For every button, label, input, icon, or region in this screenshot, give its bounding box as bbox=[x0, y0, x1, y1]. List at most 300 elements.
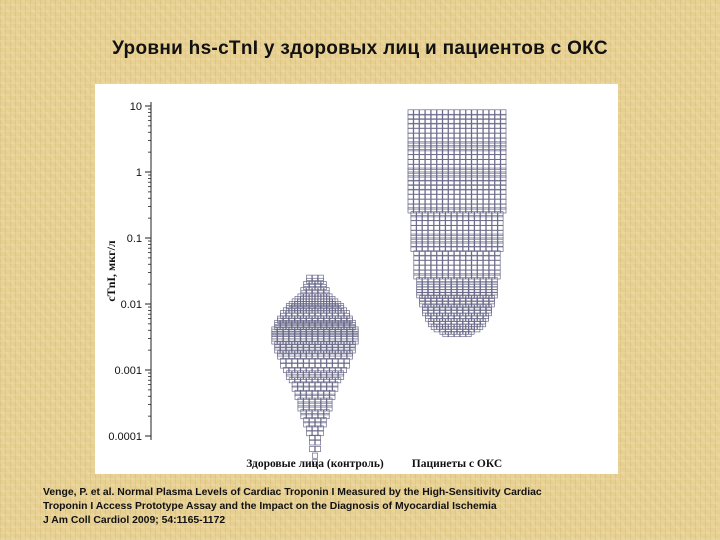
data-point bbox=[457, 220, 462, 225]
data-point bbox=[472, 154, 477, 159]
data-point bbox=[457, 216, 462, 221]
data-point bbox=[420, 168, 425, 173]
data-point bbox=[327, 345, 332, 350]
data-point bbox=[454, 194, 459, 199]
data-point bbox=[425, 154, 430, 159]
data-point bbox=[414, 270, 419, 275]
data-point bbox=[420, 260, 425, 265]
data-point bbox=[443, 150, 448, 155]
data-point bbox=[327, 402, 332, 407]
data-point bbox=[466, 142, 471, 147]
data-point bbox=[495, 150, 500, 155]
data-point bbox=[460, 150, 465, 155]
data-point bbox=[460, 204, 465, 209]
data-point bbox=[446, 238, 451, 243]
data-point bbox=[298, 402, 303, 407]
data-point bbox=[431, 194, 436, 199]
data-point bbox=[501, 138, 506, 143]
data-point bbox=[414, 159, 419, 164]
data-point bbox=[466, 154, 471, 159]
data-point bbox=[452, 220, 457, 225]
data-point bbox=[454, 168, 459, 173]
data-point bbox=[478, 299, 483, 304]
data-point bbox=[483, 299, 488, 304]
data-point bbox=[466, 168, 471, 173]
data-point bbox=[472, 299, 477, 304]
data-point bbox=[483, 142, 488, 147]
data-point bbox=[478, 133, 483, 138]
data-point bbox=[414, 168, 419, 173]
data-point bbox=[420, 128, 425, 133]
data-point bbox=[498, 238, 503, 243]
data-point bbox=[449, 270, 454, 275]
data-point bbox=[481, 234, 486, 239]
data-point bbox=[414, 138, 419, 143]
data-point bbox=[478, 194, 483, 199]
data-point bbox=[443, 154, 448, 159]
data-point bbox=[495, 194, 500, 199]
data-point bbox=[475, 230, 480, 235]
data-point bbox=[454, 133, 459, 138]
data-point bbox=[420, 270, 425, 275]
data-point bbox=[466, 138, 471, 143]
data-point bbox=[489, 159, 494, 164]
data-point bbox=[454, 146, 459, 151]
data-point bbox=[463, 225, 468, 230]
data-point bbox=[423, 225, 428, 230]
data-point bbox=[414, 142, 419, 147]
data-point bbox=[452, 230, 457, 235]
data-point bbox=[483, 270, 488, 275]
data-point bbox=[434, 220, 439, 225]
data-point bbox=[478, 146, 483, 151]
data-point bbox=[408, 168, 413, 173]
data-point bbox=[466, 164, 471, 169]
data-point bbox=[472, 168, 477, 173]
data-point bbox=[414, 154, 419, 159]
data-point bbox=[449, 199, 454, 204]
data-point bbox=[489, 133, 494, 138]
data-point bbox=[495, 172, 500, 177]
data-point bbox=[481, 225, 486, 230]
series-group bbox=[408, 110, 506, 337]
data-point bbox=[431, 138, 436, 143]
data-point bbox=[498, 234, 503, 239]
data-point bbox=[428, 234, 433, 239]
data-point bbox=[478, 164, 483, 169]
data-point bbox=[489, 172, 494, 177]
data-point bbox=[460, 164, 465, 169]
data-point bbox=[483, 159, 488, 164]
data-point bbox=[411, 230, 416, 235]
data-point bbox=[501, 159, 506, 164]
data-point bbox=[431, 270, 436, 275]
data-point bbox=[417, 220, 422, 225]
data-point bbox=[454, 128, 459, 133]
data-point bbox=[440, 230, 445, 235]
data-point bbox=[437, 138, 442, 143]
data-point bbox=[315, 345, 320, 350]
slide-title: Уровни hs-cTnI у здоровых лиц и пациентов с ОКС bbox=[112, 38, 608, 59]
data-point bbox=[469, 234, 474, 239]
data-point bbox=[454, 299, 459, 304]
data-point bbox=[304, 345, 309, 350]
data-point bbox=[460, 299, 465, 304]
data-point bbox=[489, 150, 494, 155]
data-point bbox=[420, 172, 425, 177]
data-point bbox=[431, 154, 436, 159]
y-tick-label: 1 bbox=[135, 167, 142, 179]
data-point bbox=[408, 199, 413, 204]
data-point bbox=[414, 199, 419, 204]
data-point bbox=[475, 216, 480, 221]
data-point bbox=[431, 199, 436, 204]
data-point bbox=[472, 265, 477, 270]
data-point bbox=[431, 146, 436, 151]
data-point bbox=[460, 194, 465, 199]
data-point bbox=[310, 446, 315, 451]
data-point bbox=[454, 199, 459, 204]
data-point bbox=[437, 265, 442, 270]
data-point bbox=[425, 199, 430, 204]
data-point bbox=[431, 204, 436, 209]
data-point bbox=[501, 172, 506, 177]
data-point bbox=[443, 146, 448, 151]
data-point bbox=[454, 204, 459, 209]
data-point bbox=[466, 128, 471, 133]
data-point bbox=[420, 194, 425, 199]
data-point bbox=[446, 216, 451, 221]
data-point bbox=[437, 270, 442, 275]
data-point bbox=[408, 159, 413, 164]
data-point bbox=[466, 146, 471, 151]
data-point bbox=[495, 270, 500, 275]
data-point bbox=[417, 238, 422, 243]
data-point bbox=[478, 260, 483, 265]
data-point bbox=[478, 138, 483, 143]
data-point bbox=[472, 142, 477, 147]
data-point bbox=[452, 238, 457, 243]
data-point bbox=[411, 238, 416, 243]
data-point bbox=[431, 150, 436, 155]
data-point bbox=[443, 164, 448, 169]
data-point bbox=[443, 260, 448, 265]
data-point bbox=[408, 142, 413, 147]
data-point bbox=[466, 194, 471, 199]
data-point bbox=[501, 133, 506, 138]
data-point bbox=[483, 133, 488, 138]
data-point bbox=[460, 146, 465, 151]
data-point bbox=[437, 150, 442, 155]
data-point bbox=[463, 238, 468, 243]
data-point bbox=[498, 216, 503, 221]
data-point bbox=[440, 225, 445, 230]
data-point bbox=[449, 164, 454, 169]
data-point bbox=[472, 133, 477, 138]
data-point bbox=[469, 230, 474, 235]
data-point bbox=[420, 265, 425, 270]
data-point bbox=[449, 299, 454, 304]
data-point bbox=[469, 220, 474, 225]
data-point bbox=[466, 260, 471, 265]
data-point bbox=[420, 142, 425, 147]
data-point bbox=[423, 234, 428, 239]
data-point bbox=[463, 234, 468, 239]
data-point bbox=[466, 204, 471, 209]
data-point bbox=[425, 146, 430, 151]
data-point bbox=[478, 199, 483, 204]
data-point bbox=[425, 168, 430, 173]
data-point bbox=[478, 128, 483, 133]
data-point bbox=[408, 146, 413, 151]
data-point bbox=[318, 275, 323, 280]
data-point bbox=[414, 204, 419, 209]
data-point bbox=[417, 225, 422, 230]
data-point bbox=[472, 260, 477, 265]
data-point bbox=[431, 164, 436, 169]
data-point bbox=[449, 194, 454, 199]
data-point bbox=[425, 138, 430, 143]
data-point bbox=[492, 230, 497, 235]
dot-plot-chart bbox=[95, 84, 618, 474]
data-point bbox=[463, 220, 468, 225]
data-point bbox=[449, 172, 454, 177]
data-point bbox=[486, 230, 491, 235]
data-point bbox=[495, 142, 500, 147]
data-point bbox=[425, 299, 430, 304]
data-point bbox=[333, 345, 338, 350]
data-point bbox=[492, 238, 497, 243]
data-point bbox=[501, 199, 506, 204]
data-point bbox=[425, 128, 430, 133]
data-point bbox=[449, 265, 454, 270]
data-point bbox=[489, 299, 494, 304]
data-point bbox=[498, 225, 503, 230]
data-point bbox=[460, 128, 465, 133]
data-point bbox=[449, 154, 454, 159]
data-point bbox=[492, 234, 497, 239]
data-point bbox=[437, 168, 442, 173]
data-point bbox=[423, 230, 428, 235]
data-point bbox=[408, 128, 413, 133]
data-point bbox=[492, 220, 497, 225]
data-point bbox=[443, 270, 448, 275]
data-point bbox=[414, 150, 419, 155]
data-point bbox=[449, 159, 454, 164]
data-point bbox=[457, 238, 462, 243]
data-point bbox=[420, 199, 425, 204]
data-point bbox=[408, 138, 413, 143]
data-point bbox=[460, 199, 465, 204]
data-point bbox=[454, 159, 459, 164]
data-point bbox=[454, 164, 459, 169]
data-point bbox=[307, 275, 312, 280]
data-point bbox=[321, 345, 326, 350]
data-point bbox=[321, 402, 326, 407]
data-point bbox=[310, 345, 315, 350]
data-point bbox=[428, 225, 433, 230]
data-point bbox=[443, 142, 448, 147]
data-point bbox=[472, 138, 477, 143]
data-point bbox=[428, 216, 433, 221]
data-point bbox=[489, 128, 494, 133]
data-point bbox=[475, 234, 480, 239]
citation-line: Troponin I Access Prototype Assay and the Impact on the Diagnosis of Myocardial Ischemia bbox=[43, 501, 497, 512]
data-point bbox=[423, 238, 428, 243]
data-point bbox=[443, 299, 448, 304]
data-point bbox=[286, 345, 291, 350]
data-point bbox=[449, 128, 454, 133]
data-point bbox=[414, 133, 419, 138]
data-point bbox=[483, 146, 488, 151]
data-point bbox=[431, 159, 436, 164]
data-point bbox=[425, 172, 430, 177]
data-point bbox=[431, 168, 436, 173]
data-point bbox=[449, 204, 454, 209]
data-point bbox=[411, 234, 416, 239]
data-point bbox=[472, 204, 477, 209]
data-point bbox=[501, 194, 506, 199]
data-point bbox=[481, 238, 486, 243]
data-point bbox=[460, 138, 465, 143]
data-point bbox=[414, 164, 419, 169]
data-point bbox=[431, 142, 436, 147]
data-point bbox=[469, 238, 474, 243]
data-point bbox=[495, 146, 500, 151]
data-point bbox=[457, 230, 462, 235]
data-point bbox=[425, 159, 430, 164]
data-point bbox=[437, 194, 442, 199]
data-point bbox=[478, 172, 483, 177]
data-point bbox=[304, 402, 309, 407]
data-point bbox=[434, 234, 439, 239]
data-point bbox=[437, 164, 442, 169]
data-point bbox=[454, 138, 459, 143]
data-point bbox=[472, 199, 477, 204]
data-point bbox=[489, 142, 494, 147]
data-point bbox=[420, 154, 425, 159]
data-point bbox=[417, 230, 422, 235]
data-point bbox=[411, 216, 416, 221]
data-point bbox=[425, 164, 430, 169]
y-axis-label: cTnI, мкг/л bbox=[104, 240, 118, 302]
data-point bbox=[452, 234, 457, 239]
data-point bbox=[315, 402, 320, 407]
data-point bbox=[431, 260, 436, 265]
citation bbox=[43, 486, 683, 528]
data-point bbox=[478, 142, 483, 147]
data-point bbox=[437, 146, 442, 151]
data-point bbox=[489, 168, 494, 173]
y-tick-label: 0.01 bbox=[120, 299, 142, 311]
data-point bbox=[492, 225, 497, 230]
data-point bbox=[411, 220, 416, 225]
data-point bbox=[454, 142, 459, 147]
data-point bbox=[469, 216, 474, 221]
data-point bbox=[495, 168, 500, 173]
data-point bbox=[414, 172, 419, 177]
data-point bbox=[417, 216, 422, 221]
data-point bbox=[466, 159, 471, 164]
data-point bbox=[425, 194, 430, 199]
data-point bbox=[489, 146, 494, 151]
data-point bbox=[495, 128, 500, 133]
data-point bbox=[489, 138, 494, 143]
data-point bbox=[344, 345, 349, 350]
data-point bbox=[437, 204, 442, 209]
data-point bbox=[478, 270, 483, 275]
data-point bbox=[434, 230, 439, 235]
data-point bbox=[489, 194, 494, 199]
data-point bbox=[417, 234, 422, 239]
data-point bbox=[460, 168, 465, 173]
data-point bbox=[443, 204, 448, 209]
data-point bbox=[431, 172, 436, 177]
data-point bbox=[472, 270, 477, 275]
data-point bbox=[466, 133, 471, 138]
data-point bbox=[460, 154, 465, 159]
data-point bbox=[489, 154, 494, 159]
data-point bbox=[495, 164, 500, 169]
data-point bbox=[495, 154, 500, 159]
data-point bbox=[460, 265, 465, 270]
data-point bbox=[472, 146, 477, 151]
data-point bbox=[275, 345, 280, 350]
data-point bbox=[449, 260, 454, 265]
data-point bbox=[483, 199, 488, 204]
data-point bbox=[408, 204, 413, 209]
data-point bbox=[478, 168, 483, 173]
data-point bbox=[431, 299, 436, 304]
data-point bbox=[446, 230, 451, 235]
data-point bbox=[486, 225, 491, 230]
data-point bbox=[437, 299, 442, 304]
data-point bbox=[495, 159, 500, 164]
data-point bbox=[434, 216, 439, 221]
data-point bbox=[437, 199, 442, 204]
data-point bbox=[495, 199, 500, 204]
data-point bbox=[475, 225, 480, 230]
data-point bbox=[440, 234, 445, 239]
data-point bbox=[472, 128, 477, 133]
data-point bbox=[452, 216, 457, 221]
data-point bbox=[469, 225, 474, 230]
data-point bbox=[449, 168, 454, 173]
data-point bbox=[408, 150, 413, 155]
data-point bbox=[452, 225, 457, 230]
data-point bbox=[446, 225, 451, 230]
data-point bbox=[425, 133, 430, 138]
data-point bbox=[460, 270, 465, 275]
data-point bbox=[408, 194, 413, 199]
data-point bbox=[425, 270, 430, 275]
data-point bbox=[437, 172, 442, 177]
data-point bbox=[420, 204, 425, 209]
y-tick-label: 10 bbox=[129, 101, 142, 113]
data-point bbox=[437, 159, 442, 164]
data-point bbox=[486, 234, 491, 239]
data-point bbox=[443, 138, 448, 143]
data-point bbox=[420, 164, 425, 169]
data-point bbox=[408, 154, 413, 159]
data-point bbox=[466, 299, 471, 304]
data-point bbox=[281, 345, 286, 350]
data-point bbox=[449, 142, 454, 147]
data-point bbox=[440, 220, 445, 225]
data-point bbox=[312, 275, 317, 280]
data-point bbox=[460, 142, 465, 147]
data-point bbox=[460, 159, 465, 164]
